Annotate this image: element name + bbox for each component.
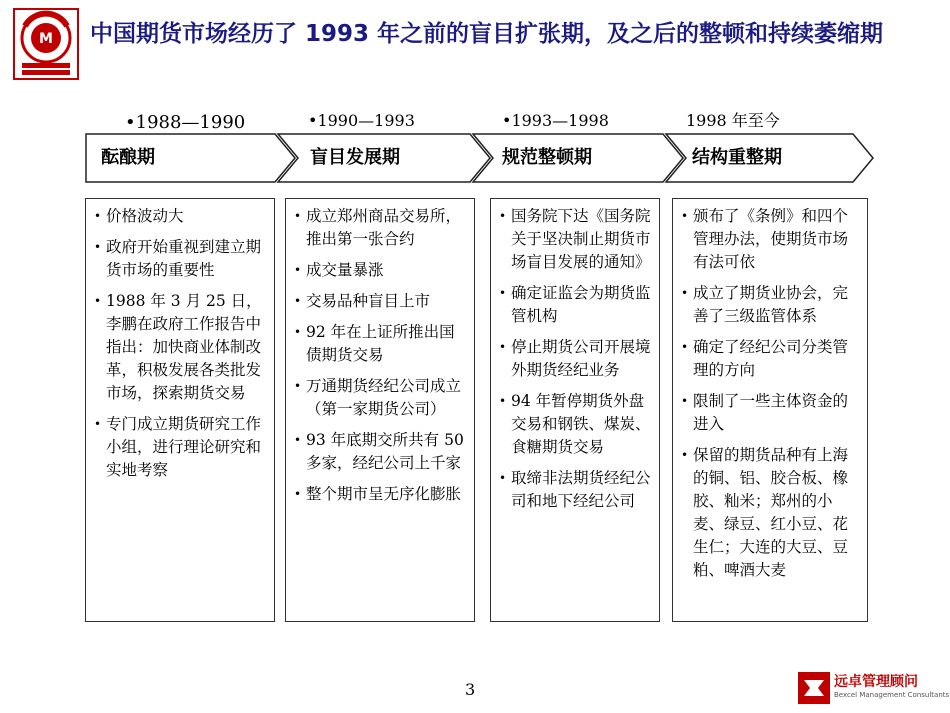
list-item: • 保留的期货品种有上海的铜、铝、胶合板、橡胶、籼米；郑州的小麦、绿豆、红小豆、花生仁；大连的大豆、豆粕、啤酒大麦 bbox=[681, 444, 861, 582]
phase-box-4 bbox=[672, 198, 868, 622]
page-number: 3 bbox=[465, 680, 476, 699]
phase-date-4: 1998 年至今 bbox=[686, 111, 780, 130]
list-item: • 整个期市呈无序化膨胀 bbox=[294, 483, 468, 506]
list-item: • 93 年底期交所共有 50 多家，经纪公司上千家 bbox=[294, 429, 468, 475]
phase-box-1 bbox=[85, 198, 275, 622]
phase-box-3 bbox=[490, 198, 660, 622]
list-item: • 颁布了《条例》和四个管理办法，使期货市场有法可依 bbox=[681, 205, 861, 274]
list-item: • 成立了期货业协会，完善了三级监管体系 bbox=[681, 282, 861, 328]
phase-label-3: 规范整顿期 bbox=[502, 147, 592, 168]
list-item: • 94 年暂停期货外盘交易和钢铁、煤炭、食糖期货交易 bbox=[499, 390, 653, 459]
list-item: • 确定了经纪公司分类管理的方向 bbox=[681, 336, 861, 382]
svg-text:M: M bbox=[39, 31, 53, 47]
phase-box-2 bbox=[285, 198, 475, 622]
list-item: • 交易品种盲目上市 bbox=[294, 290, 468, 313]
list-item: • 价格波动大 bbox=[94, 205, 268, 228]
phase-label-2: 盲目发展期 bbox=[310, 147, 400, 168]
bexcel-logo-icon bbox=[798, 672, 830, 704]
list-item: • 停止期货公司开展境外期货经纪业务 bbox=[499, 336, 653, 382]
list-item: • 国务院下达《国务院关于坚决制止期货市场盲目发展的通知》 bbox=[499, 205, 653, 274]
list-item: • 成交量暴涨 bbox=[294, 259, 468, 282]
list-item: • 确定证监会为期货监管机构 bbox=[499, 282, 653, 328]
list-item: • 成立郑州商品交易所，推出第一张合约 bbox=[294, 205, 468, 251]
brand-name: 远卓管理顾问 bbox=[834, 674, 918, 690]
list-item: • 万通期货经纪公司成立（第一家期货公司） bbox=[294, 375, 468, 421]
list-item: • 92 年在上证所推出国债期货交易 bbox=[294, 321, 468, 367]
phase-label-4: 结构重整期 bbox=[692, 147, 782, 168]
phase-label-1: 酝酿期 bbox=[101, 147, 155, 168]
minmetals-logo-icon bbox=[13, 8, 79, 80]
phase-date-1: •1988—1990 bbox=[125, 112, 246, 133]
list-item: • 1988 年 3 月 25 日，李鹏在政府工作报告中指出：加快商业体制改革，积极发展各类批发市场，探索期货交易 bbox=[94, 290, 268, 405]
list-item: • 取缔非法期货经纪公司和地下经纪公司 bbox=[499, 467, 653, 513]
phase-date-3: •1993—1998 bbox=[502, 111, 609, 130]
list-item: • 政府开始重视到建立期货市场的重要性 bbox=[94, 236, 268, 282]
phase-date-2: •1990—1993 bbox=[308, 111, 415, 130]
list-item: • 限制了一些主体资金的进入 bbox=[681, 390, 861, 436]
brand-subtitle: Bexcel Management Consultants bbox=[834, 691, 950, 699]
page-title: 中国期货市场经历了 1993 年之前的盲目扩张期，及之后的整顿和持续萎缩期 bbox=[90, 21, 884, 47]
list-item: • 专门成立期货研究工作小组，进行理论研究和实地考察 bbox=[94, 413, 268, 482]
